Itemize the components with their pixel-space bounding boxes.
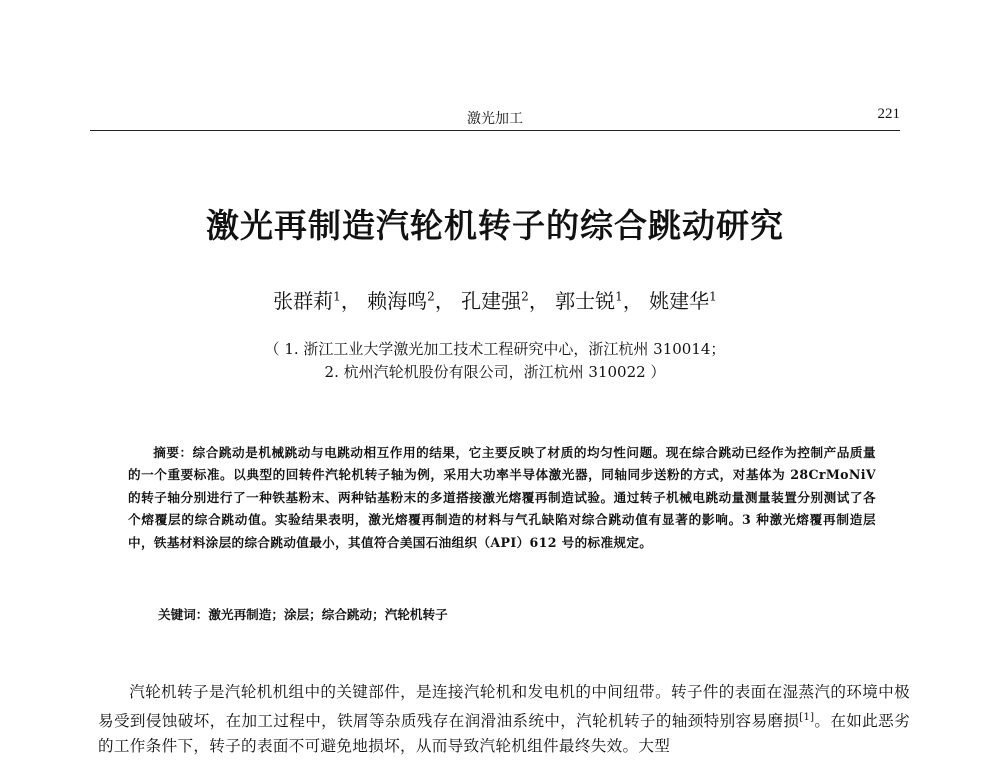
author-separator: ， xyxy=(340,289,361,313)
running-header xyxy=(90,104,900,131)
affiliation-mark: 1 xyxy=(615,289,623,304)
running-title: 激光加工 xyxy=(467,111,523,127)
author-name: 郭士锐 xyxy=(555,289,616,313)
affiliation-2: 2. 杭州汽轮机股份有限公司，浙江杭州 310022 ） xyxy=(324,363,666,381)
paper-title: 激光再制造汽轮机转子的综合跳动研究 xyxy=(206,206,784,245)
author-list xyxy=(90,285,900,314)
abstract-label: 摘要： xyxy=(153,445,193,460)
author-name: 张群莉 xyxy=(273,289,334,313)
author-separator: ， xyxy=(622,289,643,313)
abstract xyxy=(128,442,876,554)
author-name: 姚建华 xyxy=(649,289,710,313)
body-text-part: 。在如此恶劣的工作条件下，转子的表面不可避免地损坏，从而导致汽轮机组件最终失效。大型 xyxy=(98,712,910,756)
citation-mark: [1] xyxy=(799,712,815,723)
body-paragraph xyxy=(98,680,910,759)
page-number: 221 xyxy=(877,106,900,122)
affiliation-mark: 1 xyxy=(333,289,341,304)
author-name: 孔建强 xyxy=(461,289,522,313)
author-name: 赖海鸣 xyxy=(367,289,428,313)
author-separator: ， xyxy=(434,289,455,313)
keywords-text: 激光再制造；涂层；综合跳动；汽轮机转子 xyxy=(208,607,448,622)
keywords-label: 关键词： xyxy=(158,607,209,622)
keywords xyxy=(158,604,878,623)
affiliation-mark: 2 xyxy=(521,289,529,304)
affiliation-mark: 2 xyxy=(427,289,435,304)
body-text-part: 汽轮机转子是汽轮机机组中的关键部件，是连接汽轮机和发电机的中间纽带。转子件的表面在湿蒸汽的环境中极易受到侵蚀破坏，在加工过程中，铁屑等杂质残存在润滑油系统中，汽轮机转子的轴颈特别容易磨损 xyxy=(98,683,910,731)
affiliation-1: （ 1. 浙江工业大学激光加工技术工程研究中心，浙江杭州 310014； xyxy=(264,340,726,358)
author-separator: ， xyxy=(528,289,549,313)
affiliation-mark: 1 xyxy=(709,289,717,304)
abstract-text: 综合跳动是机械跳动与电跳动相互作用的结果，它主要反映了材质的均匀性问题。现在综合跳动已经作为控制产品质量的一个重要标准。以典型的回转件汽轮机转子轴为例，采用大功率半导体激光器，同轴同步送粉的方式，对基体为 28CrMoNiV 的转子轴分别进行了一种铁基粉末、两种钴基粉末的多道搭接激光熔覆再制造试验。通过转子机械电跳动量测量装置分别测试了各个熔覆层的综合跳动值。实验结果表明，激光熔覆再制造的材料与气孔缺陷对综合跳动值有显著的影响。3 种激光熔覆再制造层中，铁基材料涂层的综合跳动值最小，其值符合美国石油组织（API）612 号的标准规定。 xyxy=(128,445,876,550)
